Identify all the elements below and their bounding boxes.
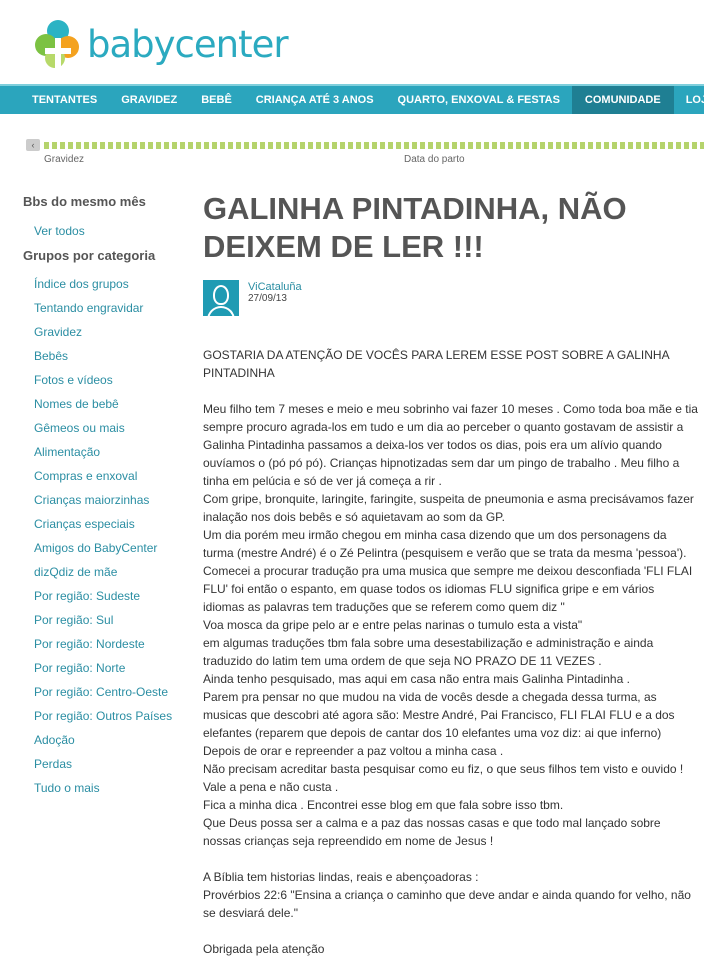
- sidebar-group-link[interactable]: Crianças maiorzinhas: [34, 493, 150, 507]
- post-paragraph: Provérbios 22:6 "Ensina a criança o caminho que deve andar e ainda quando for velho, não se desviará dele.": [203, 888, 691, 920]
- nav-bebe[interactable]: BEBÊ: [201, 94, 232, 106]
- sidebar-group-link[interactable]: Fotos e vídeos: [34, 373, 113, 387]
- chevron-left-icon[interactable]: ‹: [26, 139, 40, 151]
- post-paragraph: Um dia porém meu irmão chegou em minha casa dizendo que um dos personagens da turma (mestre André) é o Zé Pelintra (pesquisem e verão que se trata da mesma 'pessoa'). Comecei a procurar tradução pra uma musica que sempre me deixou desconfiada 'FLI FLAI FLU' foi então o espanto, em quase todos os idiomas FLU significa gripe e em vários idiomas as palavras tem traduções que se referem como quem diz ": [203, 528, 693, 614]
- post-paragraph: Que Deus possa ser a calma e a paz das nossas casas e que todo mal lançado sobre nossas crianças seja repreendido em nome de Jesus !: [203, 816, 661, 848]
- paragraph-spacer: [203, 922, 698, 940]
- sidebar-group-link[interactable]: Índice dos grupos: [34, 277, 129, 291]
- sidebar-group-link[interactable]: Por região: Outros Países: [34, 709, 173, 723]
- sidebar-group-link[interactable]: Tentando engravidar: [34, 301, 144, 315]
- sidebar-group-link[interactable]: Por região: Nordeste: [34, 637, 145, 651]
- post-title: GALINHA PINTADINHA, NÃO DEIXEM DE LER !!!: [203, 191, 627, 264]
- post-paragraph: Ainda tenho pesquisado, mas aqui em casa não entra mais Galinha Pintadinha .: [203, 672, 630, 686]
- post-paragraph: A Bíblia tem historias lindas, reais e abençoadoras :: [203, 870, 479, 884]
- nav-crianca[interactable]: CRIANÇA ATÉ 3 ANOS: [255, 94, 374, 106]
- sidebar-group-link[interactable]: Por região: Sul: [34, 613, 114, 627]
- post-paragraph: Voa mosca da gripe pelo ar e entre pelas narinas o tumulo esta a vista": [203, 618, 583, 632]
- sidebar-group-link[interactable]: Perdas: [34, 757, 73, 771]
- sidebar-group-link[interactable]: Por região: Centro-Oeste: [34, 685, 169, 699]
- timeline-track[interactable]: [44, 142, 704, 149]
- pregnancy-timeline: [26, 139, 704, 151]
- sidebar-group-link[interactable]: Amigos do BabyCenter: [34, 541, 158, 555]
- post-paragraph: GOSTARIA DA ATENÇÃO DE VOCÊS PARA LEREM ESSE POST SOBRE A GALINHA PINTADINHA: [203, 348, 669, 380]
- sidebar-group-link[interactable]: Gêmeos ou mais: [34, 421, 125, 435]
- sidebar-group-link[interactable]: Alimentação: [34, 445, 101, 459]
- post-body: [203, 346, 698, 958]
- sidebar-group-link[interactable]: Bebês: [34, 349, 69, 363]
- babycenter-logo[interactable]: [33, 14, 288, 74]
- nav-quarto-enxoval-festas[interactable]: QUARTO, ENXOVAL & FESTAS: [397, 94, 560, 106]
- timeline-end-label: Data do parto: [404, 154, 465, 165]
- sidebar-heading-groups: Grupos por categoria: [23, 248, 156, 263]
- sidebar-group-link[interactable]: Por região: Norte: [34, 661, 126, 675]
- sidebar-heading-same-month: Bbs do mesmo mês: [23, 194, 146, 209]
- sidebar-view-all[interactable]: Ver todos: [34, 224, 85, 238]
- sidebar-group-link[interactable]: Nomes de bebê: [34, 397, 119, 411]
- nav-loja[interactable]: LOJA: [685, 94, 716, 106]
- timeline-start-label: Gravidez: [44, 154, 85, 165]
- nav-comunidade[interactable]: COMUNIDADE: [572, 86, 674, 114]
- nav-tentantes[interactable]: TENTANTES: [32, 94, 98, 106]
- sidebar-group-link[interactable]: Compras e enxoval: [34, 469, 138, 483]
- sidebar-group-link[interactable]: Adoção: [34, 733, 75, 747]
- sidebar-group-link[interactable]: Gravidez: [34, 325, 83, 339]
- paragraph-spacer: [203, 850, 698, 868]
- post-paragraph: Não precisam acreditar basta pesquisar como eu fiz, o que seus filhos tem visto e ouvido ! Vale a pena e não custa .: [203, 762, 684, 794]
- sidebar-group-link[interactable]: Tudo o mais: [34, 781, 100, 795]
- post-paragraph: Depois de orar e repreender a paz voltou a minha casa .: [203, 744, 504, 758]
- logo-text: babycenter: [87, 22, 288, 66]
- author-name-link[interactable]: ViCataluña: [248, 281, 302, 293]
- post-date: 27/09/13: [248, 293, 287, 304]
- post-paragraph: Parem pra pensar no que mudou na vida de vocês desde a chegada dessa turma, as musicas que descobri até agora são: Mestre André, Pai Francisco, FLI FLAI FLU e a dos elefantes (reparem que depois de cantar dos 10 elefantes uma voz diz: ai que inferno): [203, 690, 675, 740]
- nav-gravidez[interactable]: GRAVIDEZ: [121, 94, 178, 106]
- post-paragraph: em algumas traduções tbm fala sobre uma desestabilização e administração e ainda traduzido do latim tem uma ordem de que seja NO PRAZO DE 11 VEZES .: [203, 636, 654, 668]
- sidebar-group-link[interactable]: Crianças especiais: [34, 517, 135, 531]
- post-paragraph: Obrigada pela atenção: [203, 942, 325, 956]
- post-paragraph: Fica a minha dica . Encontrei esse blog em que fala sobre isso tbm.: [203, 798, 564, 812]
- post-paragraph: Meu filho tem 7 meses e meio e meu sobrinho vai fazer 10 meses . Como toda boa mãe e tia sempre procuro agrada-los em tudo e um dia ao perceber o quanto gostavam de assistir a Galinha Pintadinha passamos a deixa-los ver todos os dias, pois era um alívio quando ouvíamos o (pó pó pó). Crianças hipnotizadas sem dar um pingo de trabalho . Meu filho a tinha em pelúcia e só de ver já começa a rir .: [203, 402, 698, 488]
- main-nav: [0, 84, 716, 114]
- avatar[interactable]: [203, 280, 239, 316]
- paragraph-spacer: [203, 382, 698, 400]
- post-author: [203, 280, 302, 316]
- logo-icon: [33, 18, 83, 70]
- sidebar-group-link[interactable]: dizQdiz de mãe: [34, 565, 118, 579]
- post-header: [203, 190, 698, 266]
- post-paragraph: Com gripe, bronquite, laringite, faringite, suspeita de pneumonia e asma precisávamos fazer inalação nos dois bebês e só aquietavam ao som da GP.: [203, 492, 694, 524]
- sidebar-group-link[interactable]: Por região: Sudeste: [34, 589, 141, 603]
